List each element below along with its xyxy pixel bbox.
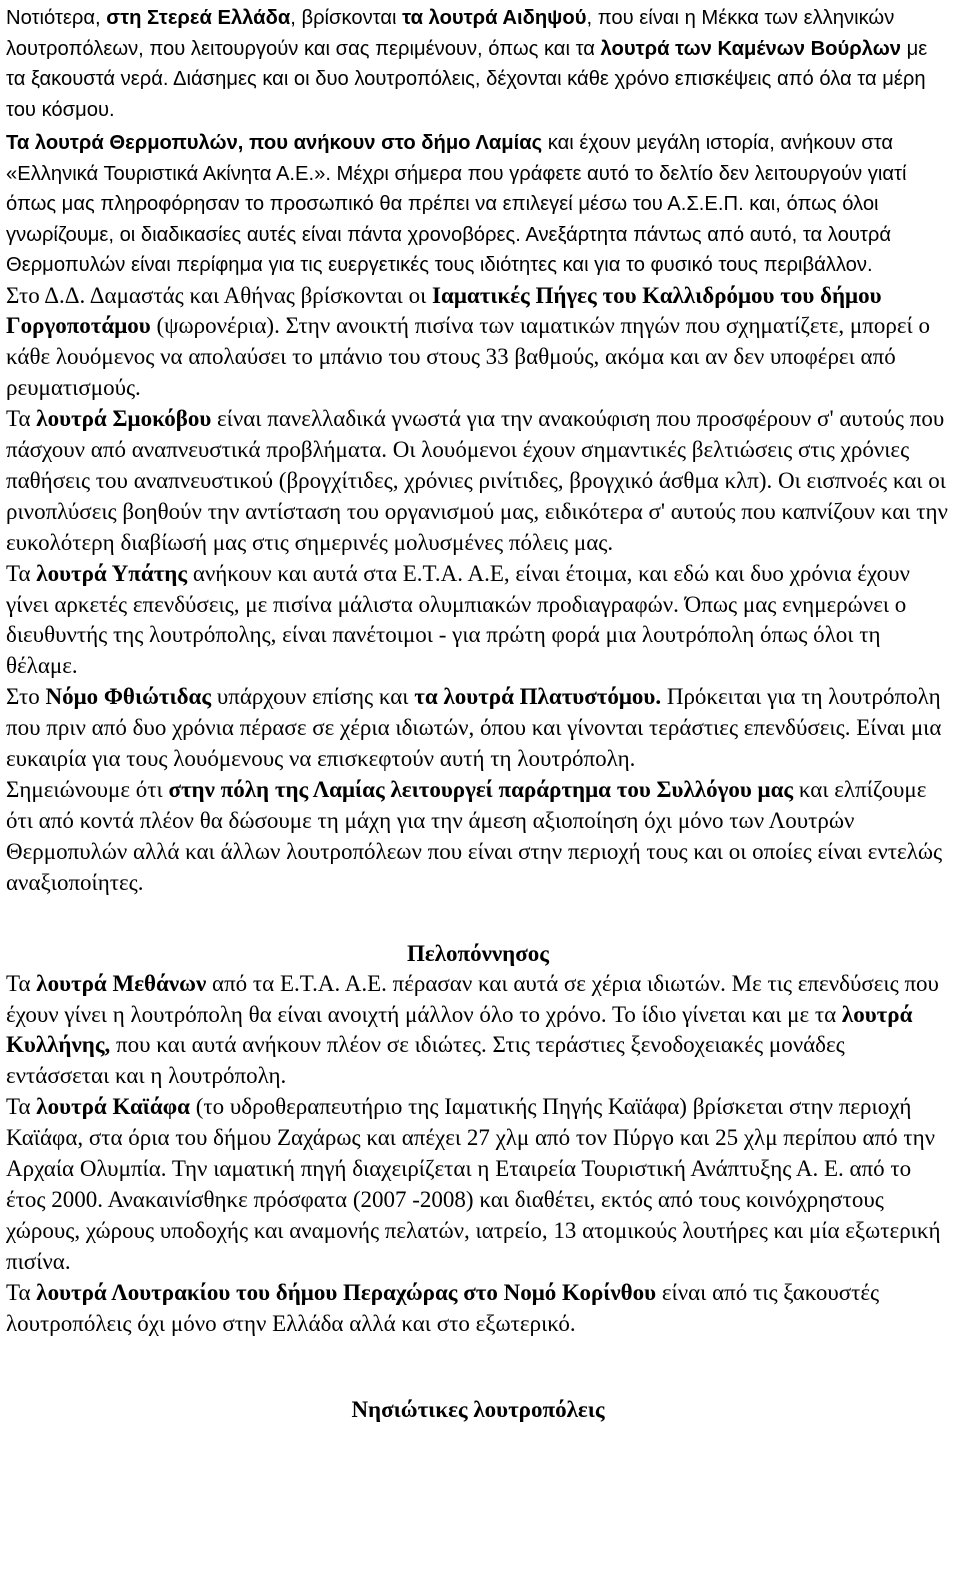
- section-heading-nisiotikes: Νησιώτικες λουτροπόλεις: [351, 1396, 605, 1422]
- bold-text: τα λουτρά Πλατυστόμου.: [414, 684, 662, 710]
- text: και έχουν μεγάλη ιστορία, ανήκουν στα «Ελληνικά Τουριστικά Ακίνητα Α.Ε.». Μέχρι σήμερα που γράφετε αυτό το δελτίο δεν λειτουργούν γιατί όπως μας πληροφόρησαν το προσωπικό θα πρέπει να επιλεγεί μέσω του Α.Σ.Ε.Π. και, όπως όλοι γνωρίζουμε, οι διαδικασίες αυτές είναι πάντα χρονοβόρες. Ανεξάρτητα πάντως από αυτό, τα λουτρά Θερμοπυλών είναι περίφημα για τις ευεργετικές τους ιδιότητες και για το φυσικό τους περιβάλλον.: [6, 132, 907, 276]
- bold-text: λουτρά Κυλλήνης,: [6, 1001, 913, 1058]
- text: υπάρχουν επίσης και: [211, 684, 415, 710]
- bold-text: λουτρά Υπάτης: [36, 560, 188, 586]
- bold-text: λουτρά Λουτρακίου του δήμου Περαχώρας στο Νομό Κορίνθου: [36, 1279, 657, 1305]
- paragraph-loutraki: [6, 1278, 950, 1340]
- text: και ελπίζουμε ότι από κοντά πλέον θα δώσουμε τη μάχη για την άμεση αξιοποίηση όχι μόνο των Λουτρών Θερμοπυλών αλλά και άλλων λουτροπόλεων που είναι στην περιοχή τους και οι οποίες είναι εντελώς αναξιοποίητες.: [6, 777, 943, 895]
- text: (ψωρονέρια). Στην ανοικτή πισίνα των ιαματικών πηγών που σχηματίζετε, μπορεί ο κάθε λουόμενος να απολαύσει το μπάνιο του στους 33 βαθμούς, ακόμα και αν δεν υποφέρει από ρευματισμούς.: [6, 313, 930, 401]
- paragraph-ypati: [6, 559, 950, 683]
- text: Τα: [6, 1279, 37, 1305]
- text: με τα ξακουστά νερά. Διάσημες και οι δυο λουτροπόλεις, δέχονται κάθε χρόνο επισκέψεις από όλα τα μέρη του κόσμου.: [6, 37, 928, 121]
- text: είναι πανελλαδικά γνωστά για την ανακούφιση που προσφέρουν σ' αυτούς που πάσχουν από αναπνευστικά προβλήματα. Οι λουόμενοι έχουν σημαντικές βελτιώσεις στις χρόνιες παθήσεις του αναπνευστικού (βρογχίτιδες, χρόνιες ρινίτιδες, βρογχικό άσθμα κλπ). Οι εισπνοές και οι ρινοπλύσεις βοηθούν την αντίσταση του οργανισμού μας, ειδικότερα σ' αυτούς που καπνίζουν και την ευκολότερη διαβίωσή μας στις σημερινές μολυσμένες πόλεις μας.: [6, 406, 948, 555]
- paragraph-methana: [6, 969, 950, 1093]
- text: Τα: [6, 1094, 37, 1120]
- text: Στο Δ.Δ. Δαμαστάς και Αθήνας βρίσκονται οι: [6, 282, 433, 308]
- text: ανήκουν και αυτά στα Ε.Τ.Α. Α.Ε, είναι έτοιμα, και εδώ και δυο χρόνια έχουν γίνει αρκετές επενδύσεις, με πισίνα μάλιστα ολυμπιακών προδιαγραφών. Όπως μας ενημερώνει ο διευθυντής της λουτρόπολης, είναι πανέτοιμοι - για πρώτη φορά μια λουτρόπολη όπως όλοι τη θέλαμε.: [6, 560, 910, 679]
- paragraph-lamia: [6, 775, 950, 899]
- text: (το υδροθεραπευτήριο της Ιαματικής Πηγής Καϊάφα) βρίσκεται στην περιοχή Καϊάφα, στα όρια του δήμου Ζαχάρως και απέχει 27 χλμ από τον Πύργο και 25 χλμ περίπου από την Αρχαία Ολυμπία. Την ιαματική πηγή διαχειρίζεται η Εταιρεία Τουριστική Ανάπτυξης Α. Ε. από το έτος 2000. Ανακαινίσθηκε πρόσφατα (2007 -2008) και διαθέτει, εκτός από τους κοινόχρηστους χώρους, χώρους υποδοχής και αναμονής πελατών, ιατρείο, 13 ατομικούς λουτήρες και μία εξωτερική πισίνα.: [6, 1094, 941, 1274]
- paragraph-kaiafas: [6, 1092, 950, 1277]
- text: Στο: [6, 684, 46, 710]
- bold-text: τα λουτρά Αιδηψού: [402, 7, 587, 29]
- text: Σημειώνουμε ότι: [6, 777, 169, 802]
- text: , που είναι η Μέκκα των ελληνικών λουτροπόλεων, που λειτουργούν και σας περιμένουν, όπως και τα: [6, 7, 895, 60]
- paragraph-thermopyles: [6, 125, 950, 281]
- bold-text: λουτρά Μεθάνων: [36, 970, 207, 996]
- bold-text: λουτρά των Καμένων Βούρλων: [600, 37, 901, 60]
- bold-text: λουτρά Σμοκόβου: [36, 406, 212, 432]
- bold-text: Τα λουτρά Θερμοπυλών, που ανήκουν στο δήμο Λαμίας: [6, 132, 543, 154]
- text: που και αυτά ανήκουν πλέον σε ιδιώτες. Στις τεράστιες ξενοδοχειακές μονάδες εντάσσεται και η λουτρόπολη.: [6, 1032, 845, 1089]
- paragraph-aidipsos: [6, 0, 950, 125]
- bold-text: Ιαματικές Πήγες του Καλλιδρόμου του δήμου Γοργοποτάμου: [6, 282, 882, 339]
- paragraph-kallidromo: [6, 281, 950, 405]
- text: Τα: [6, 560, 37, 586]
- bold-text: Νόμο Φθιώτιδας: [45, 684, 212, 710]
- text: Νοτιότερα,: [6, 7, 107, 29]
- bold-text: στη Στερεά Ελλάδα: [106, 7, 291, 29]
- bold-text: στην πόλη της Λαμίας λειτουργεί παράρτημα του Συλλόγου μας: [168, 777, 794, 802]
- paragraph-smokovo: [6, 404, 950, 559]
- section-heading-peloponnisos: Πελοπόννησος: [407, 940, 549, 966]
- text: από τα Ε.Τ.Α. Α.Ε. πέρασαν και αυτά σε χέρια ιδιωτών. Με τις επενδύσεις που έχουν γίνει η λουτρόπολη θα είναι ανοιχτή μάλλον όλο το χρόνο. Το ίδιο γίνεται και με τα: [6, 970, 939, 1027]
- paragraph-platystomo: [6, 682, 950, 775]
- text: Πρόκειται για τη λουτρόπολη που πριν από δυο χρόνια πέρασε σε χέρια ιδιωτών, όπου και γίνονται τεράστιες επενδύσεις. Είναι μια ευκαιρία για τους λουόμενους να επισκεφτούν αυτή τη λουτρόπολη.: [6, 684, 942, 772]
- text: είναι από τις ξακουστές λουτροπόλεις όχι μόνο στην Ελλάδα αλλά και στο εξωτερικό.: [6, 1279, 880, 1336]
- text: , βρίσκονται: [290, 7, 403, 29]
- text: Τα: [6, 970, 37, 996]
- text: Τα: [6, 406, 37, 432]
- bold-text: λουτρά Καϊάφα: [36, 1094, 190, 1120]
